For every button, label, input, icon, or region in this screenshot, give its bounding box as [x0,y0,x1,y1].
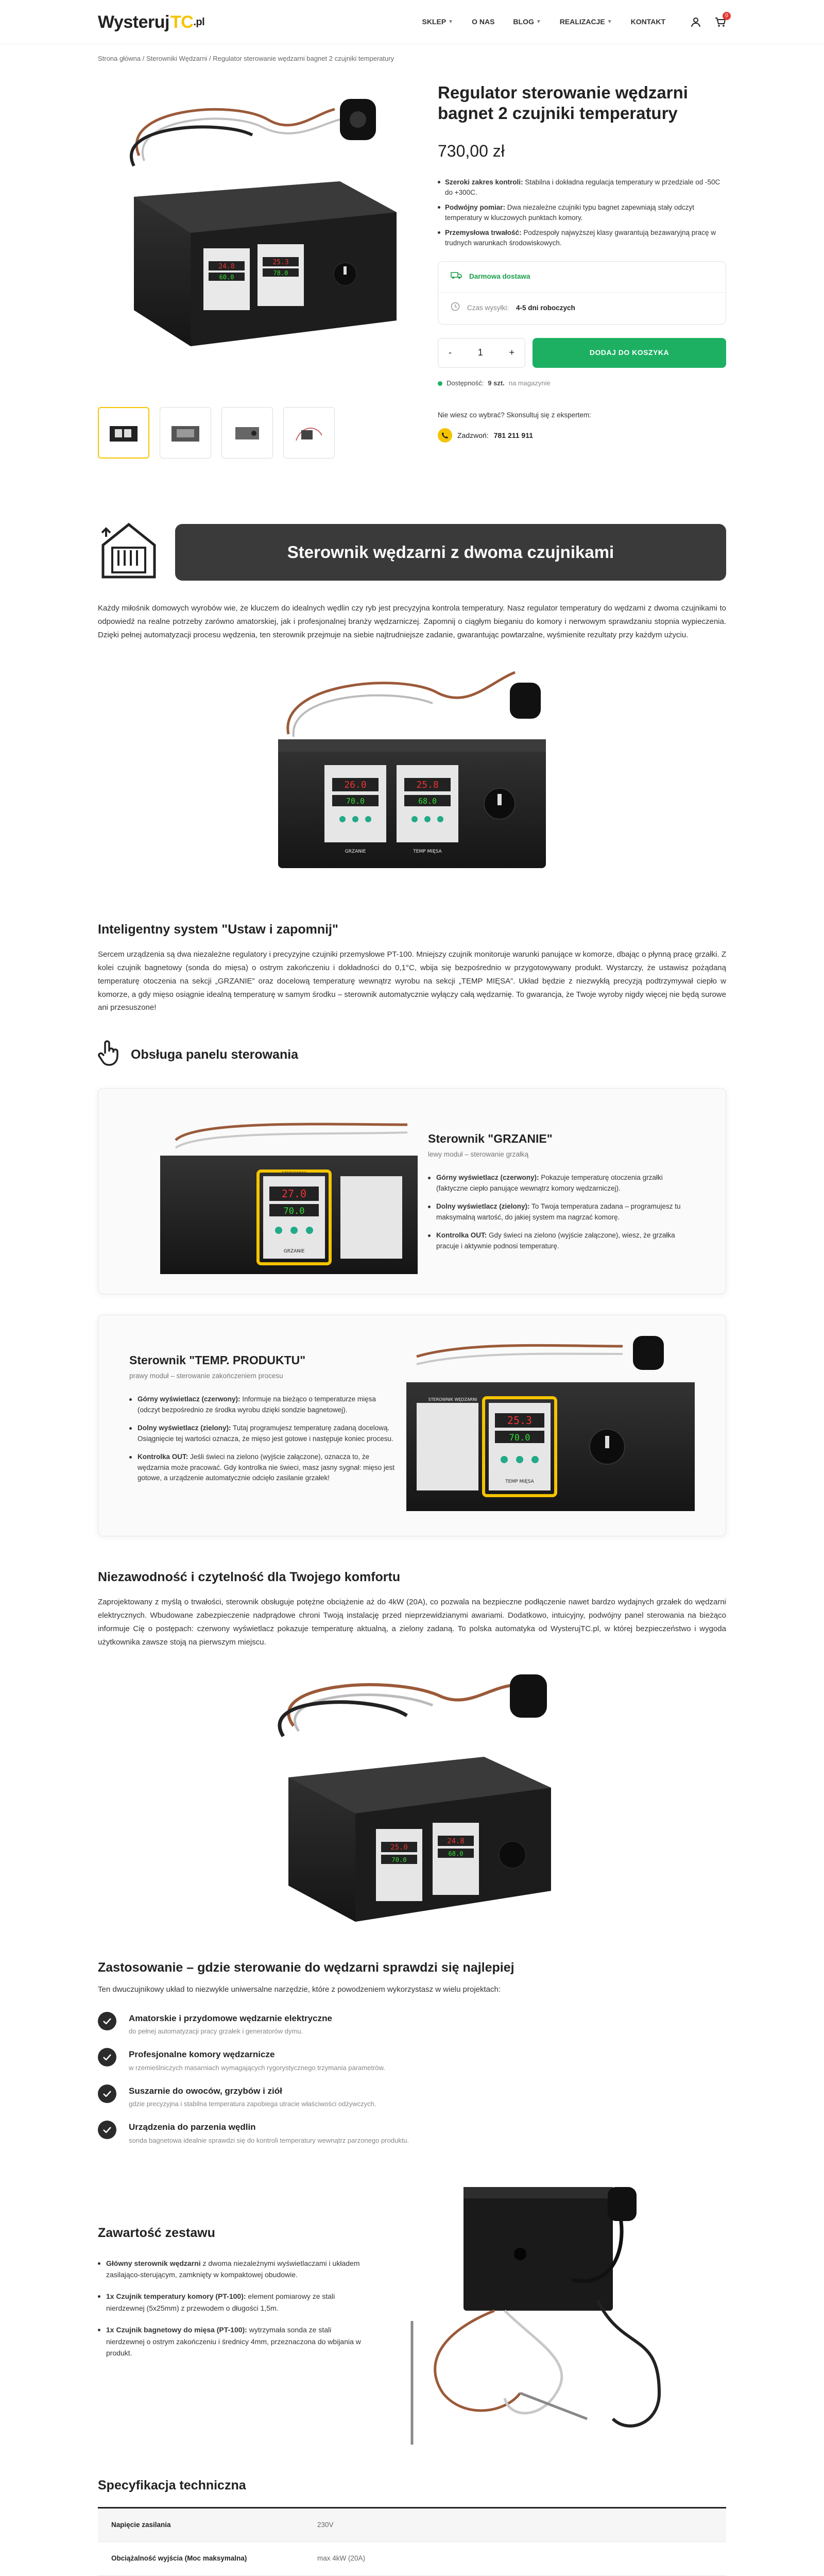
svg-text:70.0: 70.0 [509,1433,530,1444]
list-item: Suszarnie do owoców, grzybów i ziół gdzie precyzyjna i stabilna temperatura zapobiega utracie właściwości odżywczych. [98,2084,726,2109]
product-price: 730,00 zł [438,141,505,160]
reliability-title: Niezawodność i czytelność dla Twojego komfortu [98,1570,401,1585]
nav-item-contact[interactable]: KONTAKT [630,18,665,26]
list-item: 1x Czujnik temperatury komory (PT-100): element pomiarowy ze stali nierdzewnej (5x25mm) z przewodem o długości 1,5m. [98,2291,366,2314]
thumbnail[interactable] [221,407,273,459]
spec-title: Specyfikacja techniczna [98,2478,246,2493]
product-info [438,78,726,501]
svg-text:25.3: 25.3 [507,1414,533,1427]
product-section [98,78,726,501]
product-features [438,177,726,248]
svg-text:25.0: 25.0 [390,1843,408,1852]
stock-dot-icon [438,381,442,386]
meat-panel-list [129,1394,396,1484]
shipping-time-value: 4-5 dni roboczych [516,304,575,312]
product-title: Regulator sterowanie wędzarni bagnet 2 czujniki temperatury [438,83,688,123]
spec-value: 230V [304,2507,726,2542]
list-item: Kontrolka OUT: Jeśli świeci na zielono (wyjście załączone), oznacza to, że wędzarnia może pracować. Gdy kontrolka nie świeci, masz jasny sygnał: mięso jest gotowe, a urządzenie automatycznie odcięło zasilanie grzałek! [129,1452,396,1484]
usage-title: Zastosowanie – gdzie sterowanie do wędzarni sprawdzi się najlepiej [98,1960,514,1975]
heating-panel-label: GRZANIE [283,1249,305,1255]
list-item: Dolny wyświetlacz (zielony): To Twoja temperatura zadana – programujesz tu maksymalną wartość, do jakiej system ma nagrzać komorę. [428,1201,685,1223]
svg-text:70.0: 70.0 [346,796,365,806]
kit-list [98,2258,366,2359]
list-item: Amatorskie i przydomowe wędzarnie elektryczne do pełnej automatyzacji pracy grzałek i generatorów dymu. [98,2012,726,2037]
list-item: Dolny wyświetlacz (zielony): Tutaj programujesz temperaturę zadaną docelową. Osiągnięcie tej wartości oznacza, że mięso jest gotowe i następuje koniec procesu. [129,1423,396,1445]
banner-title: Sterownik wędzarni z dwoma czujnikami [175,524,726,581]
svg-text:68.0: 68.0 [448,1850,464,1858]
device-label-left: GRZANIE [345,849,366,855]
checkmark-icon [98,2121,116,2139]
section-banner [98,516,726,588]
svg-text:24.8: 24.8 [218,263,235,270]
smokehouse-icon [98,519,160,585]
svg-text:60.0: 60.0 [219,274,234,281]
checkmark-icon [98,2048,116,2066]
site-header [0,0,824,44]
thumbnail[interactable] [283,407,335,459]
svg-text:24.8: 24.8 [447,1837,465,1846]
svg-text:70.0: 70.0 [283,1206,305,1217]
feature-item: Szeroki zakres kontroli: Stabilna i dokładna regulacja temperatury w przedziale od -50C do +300C. [438,177,726,197]
thumbnail[interactable] [98,407,149,459]
checkmark-icon [98,2084,116,2103]
svg-text:25.8: 25.8 [416,779,439,791]
checkmark-icon [98,2012,116,2030]
spec-label: Obciążalność wyjścia (Moc maksymalna) [98,2542,304,2576]
nav-item-blog[interactable]: BLOG ▼ [513,18,541,26]
qty-minus-button[interactable]: - [449,347,452,358]
device-label-right: TEMP MIĘSA [413,849,442,855]
nav-item-realizations[interactable]: REALIZACJE ▼ [559,18,612,26]
list-item: Górny wyświetlacz (czerwony): Pokazuje temperaturę otoczenia grzałki (faktyczne ciepło panujące wewnątrz komory wędzarniczej). [428,1173,685,1194]
kit-title: Zawartość zestawu [98,2225,215,2240]
svg-text:70.0: 70.0 [391,1856,407,1864]
qty-plus-button[interactable]: + [509,347,514,358]
spec-value: max 4kW (20A) [304,2542,726,2576]
phone-number[interactable]: 781 211 911 [493,431,534,439]
table-row [98,2542,726,2576]
list-item: 1x Czujnik bagnetowy do mięsa (PT-100): wytrzymała sonda ze stali nierdzewnej o ostrym zakończeniu i średnicy 4mm, przeznaczona do wbijania w produkt. [98,2324,366,2359]
main-nav [422,16,665,28]
svg-text:26.0: 26.0 [344,779,367,791]
feature-item: Przemysłowa trwałość: Podzespoły najwyższej klasy gwarantują bezawaryjną pracę w trudnych warunkach środowiskowych. [438,228,726,248]
chevron-down-icon: ▼ [607,19,612,25]
chevron-down-icon: ▼ [536,19,541,25]
product-gallery [98,78,417,501]
device-top-label: STEROWNIK WĘDZARNI [328,759,383,765]
device-front-image [98,652,726,899]
site-logo[interactable]: Wysteruj TC .pl [98,12,205,32]
free-shipping-label: Darmowa dostawa [469,273,530,281]
meat-device-image [406,1336,705,1515]
quantity-stepper[interactable] [438,338,525,368]
feature-item: Podwójny pomiar: Dwa niezależne czujniki typu bagnet zapewniają stały odczyt temperatury w kluczowych punktach komory. [438,202,726,223]
user-icon[interactable] [690,16,701,28]
panel-section-title: Obsługa panelu sterowania [131,1047,299,1062]
thumbnail-strip [98,407,417,459]
heating-panel-subtitle: lewy moduł – sterowanie grzałką [428,1150,529,1159]
call-row[interactable]: Zadzwoń: 781 211 911 [438,428,726,443]
chevron-down-icon: ▼ [448,19,454,25]
hand-pointer-icon [98,1040,122,1070]
usage-list [98,2012,726,2146]
meat-panel-subtitle: prawy moduł – sterowanie zakończeniem procesu [129,1372,283,1380]
svg-text:68.0: 68.0 [418,796,437,806]
list-item: Główny sterownik wędzarni z dwoma niezależnymi wyświetlaczami i układem zasilająco-sterującym, zamknięty w kompaktowej obudowie. [98,2258,366,2281]
list-item: Górny wyświetlacz (czerwony): Informuje na bieżąco o temperaturze mięsa (odczyt bezpośrednio ze środka wyrobu dzięki sondzie bagnetowej). [129,1394,396,1416]
kit-section [98,2177,726,2465]
device-angle-image [98,1654,726,1942]
meat-panel-title: Sterownik "TEMP. PRODUKTU" [129,1353,306,1367]
list-item: Kontrolka OUT: Gdy świeci na zielono (wyjście załączone), wiesz, że grzałka pracuje i aktywnie podnosi temperaturę. [428,1230,685,1252]
meat-panel-card [98,1315,726,1536]
heating-panel-title: Sterownik "GRZANIE" [428,1132,553,1146]
spec-label: Napięcie zasilania [98,2507,304,2542]
stock-status: Dostępność: 9 szt. na magazynie [438,378,726,388]
cart-icon[interactable] [715,13,728,28]
heating-device-image [119,1109,428,1273]
smart-system-title: Inteligentny system "Ustaw i zapomnij" [98,922,338,937]
nav-item-shop[interactable]: SKLEP ▼ [422,18,454,26]
smart-system-paragraph: Sercem urządzenia są dwa niezależne regulatory i precyzyjne czujniki przemysłowe PT-100. Mniejszy czujnik monitoruje warunki panujące w komorze, dbając o płynną pracę grzałki. Z kolei czujnik bagnetowy (sonda do mięsa) o ostrym zakończeniu i dokładności do 0,1°C, wbija się bezpośrednio w przygotowywany produkt. Wystarczy, że ustawisz pożądaną temperaturę otoczenia na sekcji „GRZANIE” oraz docelową temperaturę wewnątrz wyrobu na sekcji „TEMP MIĘSA”. Układ będzie z niezwykłą precyzją podtrzymywał ciepło w komorze, a gdy mięso osiągnie idealną temperaturę w samym środku – sterownik automatycznie wyłączy całą wędzarnię. To gwarancja, że Twoje wyroby nigdy więcej nie będą surowe ani przesuszone! [98,950,726,1012]
svg-text:27.0: 27.0 [281,1188,307,1200]
breadcrumb[interactable]: Strona główna / Sterowniki Wędzarni / Regulator sterowanie wędzarni bagnet 2 czujniki temperatury [98,55,394,62]
svg-text:STEROWNIK WĘDZARNI: STEROWNIK WĘDZARNI [428,1397,477,1402]
add-to-cart-button[interactable]: DODAJ DO KOSZYKA [533,338,726,368]
nav-item-about[interactable]: O NAS [472,18,495,26]
panel-section-header [98,1040,726,1070]
spec-table [98,2507,726,2576]
thumbnail[interactable] [160,407,211,459]
kit-image [366,2177,726,2465]
reliability-paragraph: Zaprojektowany z myślą o trwałości, sterownik obsługuje potężne obciążenie aż do 4kW (20A), co pozwala na bezpieczne podłączenie nawet bardzo wydajnych grzałek do wędzarni elektrycznych. Wbudowane zabezpieczenie nadprądowe chroni Twoją instalację przed nieprzewidzianymi awariami. Dodatkowo, intuicyjny, podwójny panel sterowania na bieżąco informuje Cię o postępach: czerwony wyświetlacz pokazuje temperaturę aktualną, a zielony zadaną. To polska automatyka od WysterujTC.pl, w której bezpieczeństwo i wygoda użytkownika zawsze stoją na pierwszym miejscu. [98,1598,726,1647]
list-item: Profesjonalne komory wędzarnicze w rzemieślniczych masarniach wymagających rygorystycznego trzymania parametrów. [98,2048,726,2073]
usage-intro: Ten dwuczujnikowy układ to niezwykle uniwersalne narzędzie, które z powodzeniem wykorzystasz w wielu projektach: [98,1985,501,1994]
intro-paragraph: Każdy miłośnik domowych wyrobów wie, że kluczem do idealnych wędlin czy ryb jest precyzyjna kontrola temperatury. Nasz regulator temperatury do wędzarni z dwoma czujnikami to odpowiedź na realne potrzeby zarówno amatorskiej, jak i profesjonalnej branży wędzarniczej. Zapomnij o ciągłym bieganiu do komory i nerwowym sprawdzaniu stopnia wypieczenia. Dzięki pełnej automatyzacji procesu wędzenia, ten sterownik przejmuje na siebie najtrudniejsze zadanie, gwarantując powtarzalne, wyśmienite rezultaty przy każdym użyciu. [98,604,726,639]
list-item: Urządzenia do parzenia wędlin sonda bagnetowa idealnie sprawdzi się do kontroli temperatury wewnątrz parzonego produktu. [98,2121,726,2145]
svg-text:78.0: 78.0 [273,269,288,277]
shipping-box [438,261,726,325]
phone-icon [438,428,452,443]
cart-count-badge: 0 [723,12,731,20]
heating-panel-card [98,1088,726,1294]
clock-icon [451,302,460,315]
qty-input[interactable]: 1 [477,347,483,358]
expert-help-text: Nie wiesz co wybrać? Skonsultuj się z ekspertem: [438,411,591,419]
shipping-time-label: Czas wysyłki: [467,304,509,312]
meat-panel-label: TEMP MIĘSA [505,1479,534,1485]
truck-icon [451,271,462,283]
product-main-image[interactable] [98,78,417,393]
svg-text:25.3: 25.3 [272,259,289,266]
heating-panel-list [428,1173,685,1252]
table-row [98,2507,726,2542]
svg-text:STEROWNIK: STEROWNIK [281,1171,307,1176]
